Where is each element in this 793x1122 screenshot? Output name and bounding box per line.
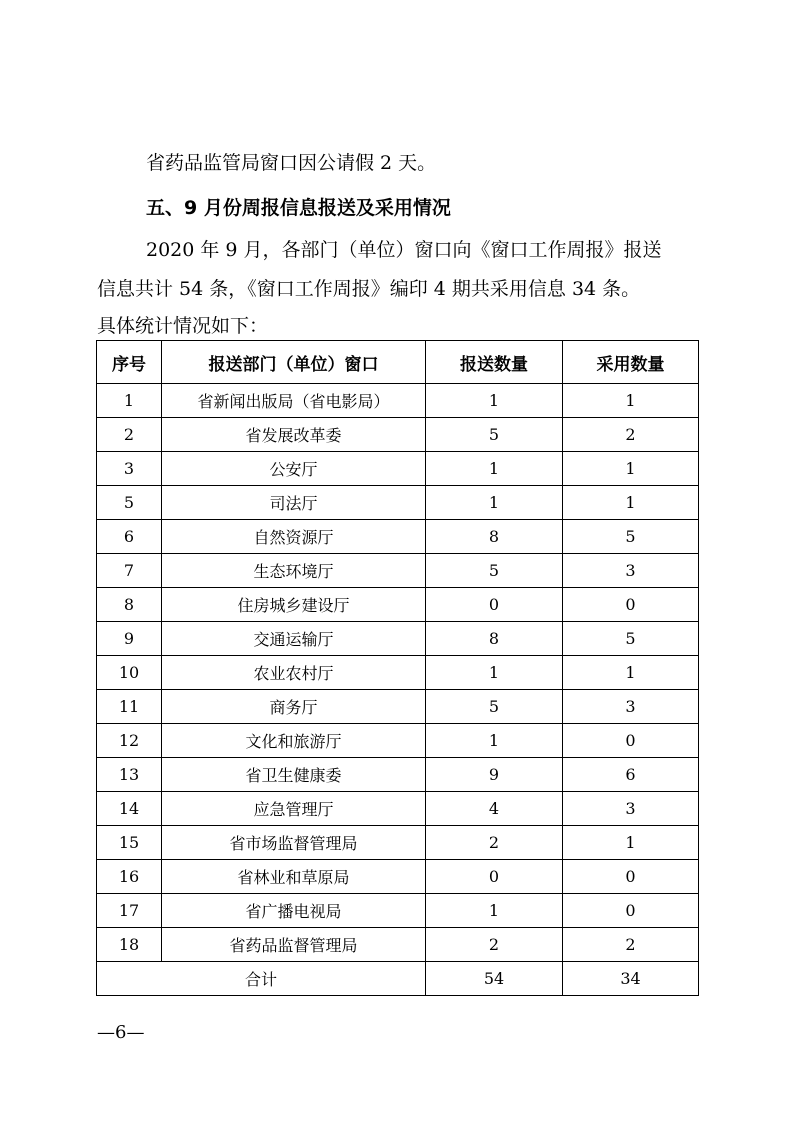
header-department: 报送部门（单位）窗口 xyxy=(162,341,426,384)
cell-department: 住房城乡建设厅 xyxy=(162,588,426,622)
cell-adopted-count: 0 xyxy=(563,860,699,894)
table-row xyxy=(97,554,699,588)
cell-reported-count: 1 xyxy=(426,384,563,418)
cell-reported-count: 4 xyxy=(426,792,563,826)
section-heading: 五、9 月份周报信息报送及采用情况 xyxy=(146,197,451,219)
paragraph-line-intro: 2020 年 9 月，各部门（单位）窗口向《窗口工作周报》报送 xyxy=(146,239,662,261)
cell-department: 省卫生健康委 xyxy=(162,758,426,792)
cell-adopted-count: 6 xyxy=(563,758,699,792)
cell-adopted-count: 3 xyxy=(563,690,699,724)
cell-adopted-count: 0 xyxy=(563,894,699,928)
table-row xyxy=(97,724,699,758)
cell-department: 省林业和草原局 xyxy=(162,860,426,894)
total-label: 合计 xyxy=(97,962,426,996)
cell-department: 省新闻出版局（省电影局） xyxy=(162,384,426,418)
cell-adopted-count: 1 xyxy=(563,486,699,520)
header-reported-count: 报送数量 xyxy=(426,341,563,384)
cell-department: 自然资源厅 xyxy=(162,520,426,554)
paragraph-line-lead: 具体统计情况如下： xyxy=(97,315,269,337)
cell-adopted-count: 1 xyxy=(563,452,699,486)
cell-adopted-count: 2 xyxy=(563,928,699,962)
cell-department: 交通运输厅 xyxy=(162,622,426,656)
cell-serial-number: 14 xyxy=(97,792,162,826)
cell-serial-number: 5 xyxy=(97,486,162,520)
table-row xyxy=(97,452,699,486)
cell-department: 农业农村厅 xyxy=(162,656,426,690)
cell-reported-count: 8 xyxy=(426,622,563,656)
table-row xyxy=(97,418,699,452)
table-row xyxy=(97,792,699,826)
cell-reported-count: 9 xyxy=(426,758,563,792)
cell-adopted-count: 2 xyxy=(563,418,699,452)
cell-adopted-count: 5 xyxy=(563,520,699,554)
table-row xyxy=(97,486,699,520)
cell-department: 省发展改革委 xyxy=(162,418,426,452)
table-row xyxy=(97,758,699,792)
total-adopted: 34 xyxy=(563,962,699,996)
cell-reported-count: 0 xyxy=(426,588,563,622)
page-number: —6— xyxy=(97,1022,145,1043)
cell-serial-number: 2 xyxy=(97,418,162,452)
cell-serial-number: 7 xyxy=(97,554,162,588)
cell-adopted-count: 1 xyxy=(563,656,699,690)
cell-adopted-count: 1 xyxy=(563,826,699,860)
cell-adopted-count: 5 xyxy=(563,622,699,656)
statistics-table xyxy=(96,340,699,996)
table-total-row xyxy=(97,962,699,996)
header-adopted-count: 采用数量 xyxy=(563,341,699,384)
cell-department: 商务厅 xyxy=(162,690,426,724)
cell-reported-count: 5 xyxy=(426,690,563,724)
cell-department: 省广播电视局 xyxy=(162,894,426,928)
cell-department: 省药品监督管理局 xyxy=(162,928,426,962)
cell-reported-count: 5 xyxy=(426,554,563,588)
cell-serial-number: 13 xyxy=(97,758,162,792)
cell-reported-count: 8 xyxy=(426,520,563,554)
cell-reported-count: 2 xyxy=(426,826,563,860)
cell-department: 公安厅 xyxy=(162,452,426,486)
cell-reported-count: 1 xyxy=(426,486,563,520)
cell-adopted-count: 1 xyxy=(563,384,699,418)
table-row xyxy=(97,860,699,894)
cell-adopted-count: 0 xyxy=(563,588,699,622)
table-row xyxy=(97,622,699,656)
cell-serial-number: 11 xyxy=(97,690,162,724)
table-row xyxy=(97,894,699,928)
cell-reported-count: 1 xyxy=(426,724,563,758)
cell-department: 应急管理厅 xyxy=(162,792,426,826)
cell-serial-number: 15 xyxy=(97,826,162,860)
cell-department: 文化和旅游厅 xyxy=(162,724,426,758)
cell-reported-count: 5 xyxy=(426,418,563,452)
cell-reported-count: 2 xyxy=(426,928,563,962)
table-row xyxy=(97,588,699,622)
cell-serial-number: 10 xyxy=(97,656,162,690)
cell-serial-number: 3 xyxy=(97,452,162,486)
paragraph-line-summary: 信息共计 54 条，《窗口工作周报》编印 4 期共采用信息 34 条。 xyxy=(97,278,641,300)
cell-reported-count: 1 xyxy=(426,894,563,928)
table-row xyxy=(97,690,699,724)
total-reported: 54 xyxy=(426,962,563,996)
cell-serial-number: 17 xyxy=(97,894,162,928)
cell-reported-count: 0 xyxy=(426,860,563,894)
cell-department: 司法厅 xyxy=(162,486,426,520)
table-row xyxy=(97,826,699,860)
header-serial-number: 序号 xyxy=(97,341,162,384)
cell-serial-number: 8 xyxy=(97,588,162,622)
cell-serial-number: 9 xyxy=(97,622,162,656)
cell-adopted-count: 3 xyxy=(563,792,699,826)
table-row xyxy=(97,656,699,690)
cell-serial-number: 12 xyxy=(97,724,162,758)
cell-serial-number: 16 xyxy=(97,860,162,894)
cell-department: 省市场监督管理局 xyxy=(162,826,426,860)
table-row xyxy=(97,384,699,418)
cell-reported-count: 1 xyxy=(426,656,563,690)
cell-serial-number: 18 xyxy=(97,928,162,962)
cell-adopted-count: 0 xyxy=(563,724,699,758)
paragraph-line-leave: 省药品监管局窗口因公请假 2 天。 xyxy=(146,152,437,174)
table-row xyxy=(97,928,699,962)
cell-serial-number: 6 xyxy=(97,520,162,554)
cell-serial-number: 1 xyxy=(97,384,162,418)
table-header-row xyxy=(97,341,699,384)
table-row xyxy=(97,520,699,554)
cell-reported-count: 1 xyxy=(426,452,563,486)
cell-department: 生态环境厅 xyxy=(162,554,426,588)
cell-adopted-count: 3 xyxy=(563,554,699,588)
